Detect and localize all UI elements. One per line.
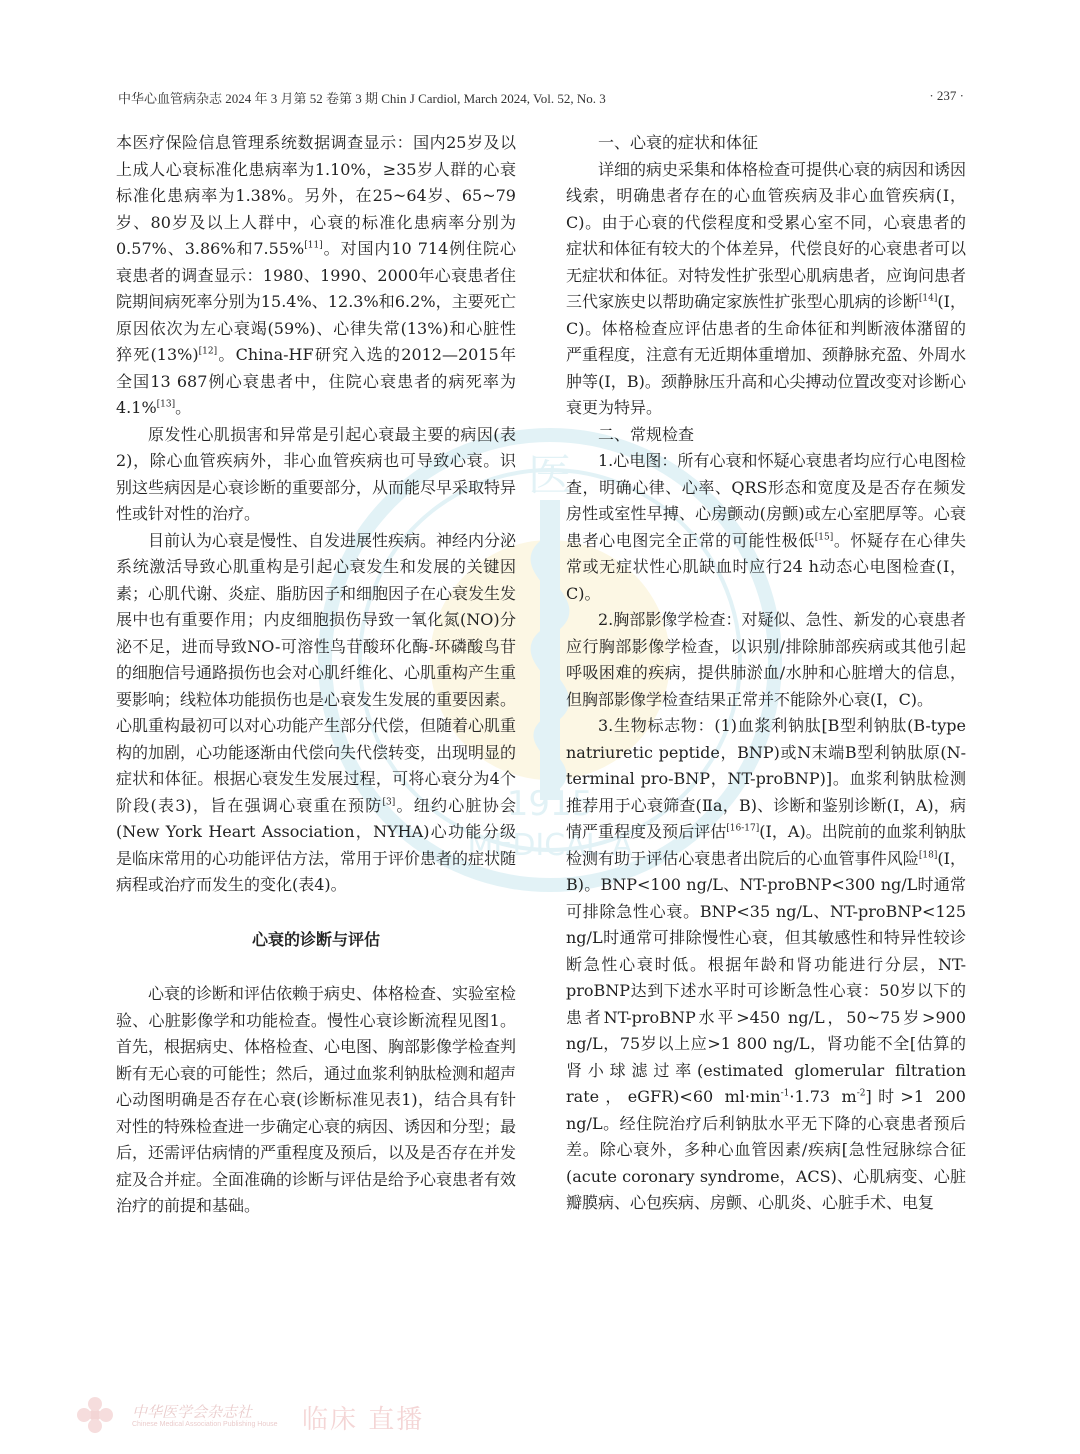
page-number: · 237 · — [929, 88, 964, 103]
paragraph: 心衰的诊断和评估依赖于病史、体格检查、实验室检验、心脏影像学和功能检查。慢性心衰诊断流程见图1。首先，根据病史、体格检查、心电图、胸部影像学检查判断有无心衰的可能性；然后，通过血浆利钠肽检测和超声心动图明确是否存在心衰(诊断标准见表1)，结合具有针对性的特殊检查进一步确定心衰的病因、诱因和分型；最后，还需评估病情的严重程度及预后，以及是否存在并发症及合并症。全面准确的诊断与评估是给予心衰患者有效治疗的前提和基础。 — [116, 984, 517, 1215]
brand-watermark: 临床 直播 — [302, 1405, 425, 1435]
citation: [14] — [918, 293, 938, 304]
journal-citation: 中华心血管病杂志 2024 年 3 月第 52 卷第 3 期 Chin J Cardiol, March 2024, Vol. 52, No. 3 — [118, 91, 606, 106]
paragraph: 1.心电图：所有心衰和怀疑心衰患者均应行心电图检查，明确心律、心率、QRS形态和宽度及是否存在频发房性或室性早搏、心房颤动(房颤)或左心室肥厚等。心衰患者心电图完全正常的可能性极低[15]。怀疑存在心律失常或无症状性心肌缺血时应行24 h动态心电图检查(Ⅰ，C)。 — [566, 451, 966, 603]
running-header — [118, 88, 964, 110]
seal-arc-text: MEDICAL A — [467, 828, 633, 863]
seal-year: 1915 — [506, 784, 594, 824]
flower-logo-icon — [70, 1395, 120, 1435]
citation: [15] — [814, 532, 834, 543]
left-column — [116, 130, 516, 1220]
seal-top-char: 医 — [528, 450, 572, 501]
subsection-heading: 一、心衰的症状和体征 — [598, 133, 759, 152]
citation: [3] — [382, 797, 396, 808]
section-heading: 心衰的诊断与评估 — [251, 929, 380, 949]
paragraph: 本医疗保险信息管理系统数据调查显示：国内25岁及以上成人心衰标准化患病率为1.10%，≥35岁人群的心衰标准化患病率为1.38%。另外，在25~64岁、65~79岁、80岁及以上人群中，心衰的标准化患病率分别为0.57%、3.86%和7.55%[11]。对国内10 714例住院心衰患者的调查显示：1980、1990、2000年心衰患者住院期间病死率分别为15.4%、12.3%和6.2%，主要死亡原因依次为左心衰竭(59%)、心律失常(13%)和心脏性猝死(13%)[12]。China-HF研究入选的2012—2015年全国13 687例心衰患者中，住院心衰患者的病死率为4.1%[13]。 — [116, 133, 516, 417]
citation: [16-17] — [726, 823, 760, 834]
paragraph: 详细的病史采集和体格检查可提供心衰的病因和诱因线索，明确患者存在的心血管疾病及非心血管疾病(Ⅰ，C)。由于心衰的代偿程度和受累心室不同，心衰患者的症状和体征有较大的个体差异，代偿良好的心衰患者可以无症状和体征。对特发性扩张型心肌病患者，应询问患者三代家族史以帮助确定家族性扩张型心肌病的诊断[14](Ⅰ，C)。体格检查应评估患者的生命体征和判断液体潴留的严重程度，注意有无近期体重增加、颈静脉充盈、外周水肿等(Ⅰ，B)。颈静脉压升高和心尖搏动位置改变对诊断心衰更为特异。 — [566, 159, 967, 417]
paragraph: 原发性心肌损害和异常是引起心衰最主要的病因(表2)，除心血管疾病外，非心血管疾病也可导致心衰。识别这些病因是心衰诊断的重要部分，从而能尽早采取特异性或针对性的治疗。 — [116, 424, 517, 523]
publisher-name: 中华医学会杂志社 — [132, 1403, 253, 1421]
subsection-heading: 二、常规检查 — [598, 424, 695, 444]
paragraph: 目前认为心衰是慢性、自发进展性疾病。神经内分泌系统激活导致心肌重构是引起心衰发生和发展的关键因素；心肌代谢、炎症、脂肪因子和细胞因子在心衰发生发展中也有重要作用；内皮细胞损伤导致一氧化氮(NO)分泌不足，进而导致NO-可溶性鸟苷酸环化酶-环磷酸鸟苷的细胞信号通路损伤也会对心肌纤维化、心肌重构产生重要影响；线粒体功能损伤也是心衰发生发展的重要因素。心肌重构最初可以对心功能产生部分代偿，但随着心肌重构的加剧，心功能逐渐由代偿向失代偿转变，出现明显的症状和体征。根据心衰发生发展过程，可将心衰分为4个阶段(表3)，旨在强调心衰重在预防[3]。纽约心脏协会(New York Heart Association，NYHA)心功能分级是临床常用的心功能评估方法，常用于评价患者的症状随病程或治疗而发生的变化(表4)。 — [116, 530, 517, 894]
publisher-name-en: Chinese Medical Association Publishing House — [132, 1421, 278, 1428]
right-column — [566, 130, 966, 1217]
citation: [18] — [918, 850, 938, 861]
publisher-logo — [70, 1395, 490, 1435]
citation: [13] — [156, 399, 176, 410]
citation: [12] — [198, 346, 218, 357]
paragraph: 3.生物标志物：(1)血浆利钠肽[B型利钠肽(B-type natriuretic peptide，BNP)或N末端B型利钠肽原(N-terminal pro-BNP，NT-proBNP)]。血浆利钠肽检测推荐用于心衰筛查(Ⅱa，B)、诊断和鉴别诊断(Ⅰ，A)，病情严重程度及预后评估[16-17](Ⅰ，A)。出院前的血浆利钠肽检测有助于评估心衰患者出院后的心血管事件风险[18](Ⅰ，B)。BNP<100 ng/L、NT-proBNP<300 ng/L时通常可排除急性心衰。BNP<35 ng/L、NT-proBNP<125 ng/L时通常可排除慢性心衰，但其敏感性和特异性较诊断急性心衰时低。根据年龄和肾功能进行分层，NT-proBNP达到下述水平时可诊断急性心衰：50岁以下的患者NT-proBNP水平>450 ng/L，50~75岁>900 ng/L，75岁以上应>1 800 ng/L，肾功能不全[估算的肾小球滤过率(estimated glomerular filtration rate，eGFR)<60 $ml\cdot\min^{-1}\cdot 1.73$ $m^{-2}$]时>1 200 ng/L。经住院治疗后利钠肽水平无下降的心衰患者预后差。除心衰外，多种心血管因素/疾病[急性冠脉综合征(acute coronary syndrome，ACS)、心肌病变、心脏瓣膜病、心包疾病、房颤、心肌炎、心脏手术、电复 — [566, 716, 966, 1212]
paragraph: 2.胸部影像学检查：对疑似、急性、新发的心衰患者应行胸部影像学检查，以识别/排除肺部疾病或其他引起呼吸困难的疾病，提供肺淤血/水肿和心脏增大的信息，但胸部影像学检查结果正常并不能除外心衰(Ⅰ，C)。 — [566, 610, 966, 709]
citation: [11] — [304, 240, 323, 251]
